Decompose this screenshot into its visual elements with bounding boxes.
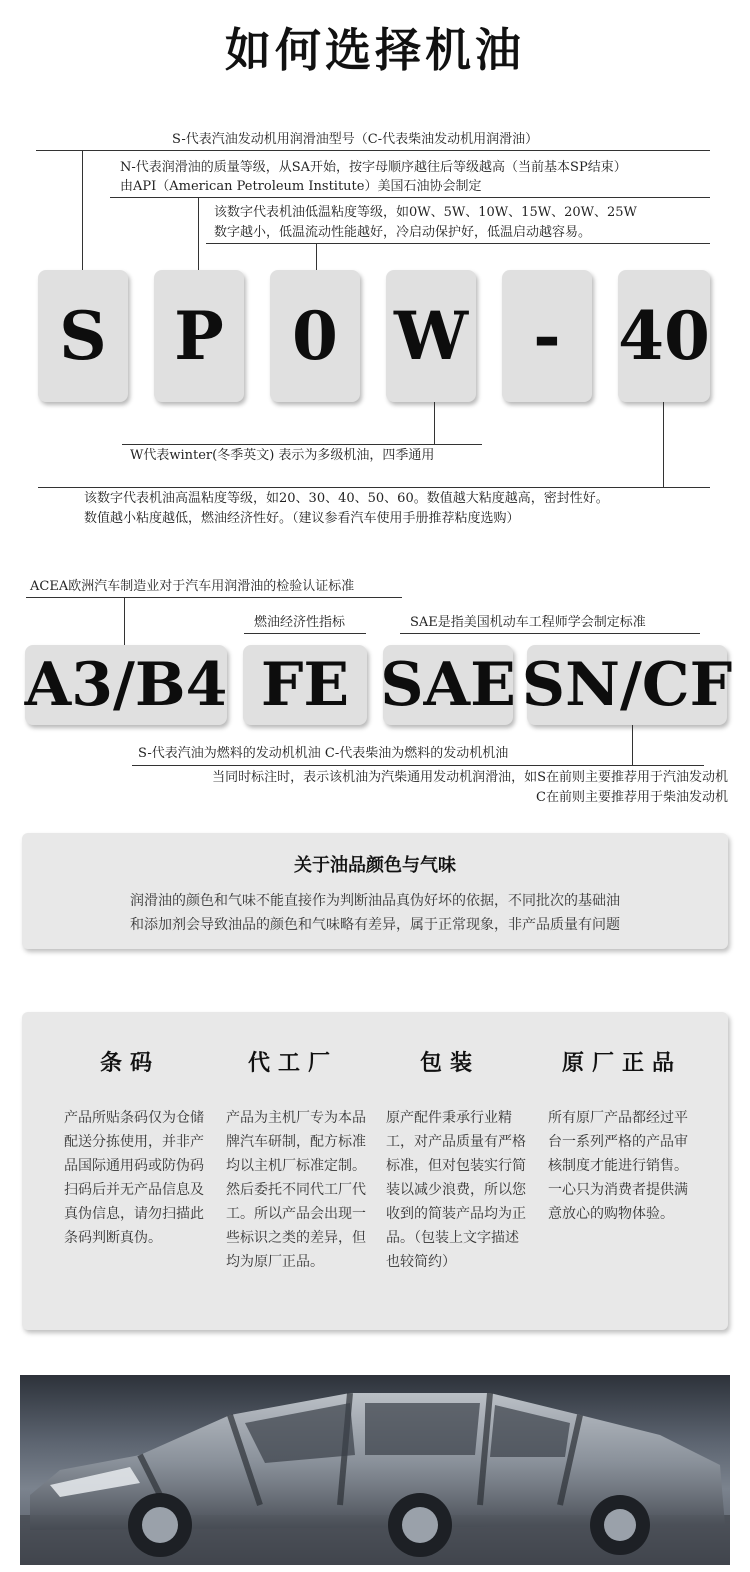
n-note-line-2: 由API（American Petroleum Institute）美国石油协会制定 [120, 179, 482, 194]
oem-factory-text: 产品为主机厂专为本品牌汽车研制，配方标准均以主机厂标准定制。然后委托不同代工厂代工。所以产品会出现一些标识之类的差异，但均为原厂正品。 [226, 1110, 366, 1270]
sncf-note-line-2: 当同时标注时，表示该机油为汽柴通用发动机润滑油，如S在前则主要推荐用于汽油发动机 [212, 770, 728, 785]
cert-tile-sae: SAE [383, 645, 513, 725]
sae-note: SAE是指美国机动车工程师学会制定标准 [410, 615, 646, 630]
packaging-text: 原产配件秉承行业精工，对产品质量有严格标准，但对包装实行简装以减少浪费，所以您收到的简装产品均为正品。（包装上文字描述也较简约） [386, 1110, 526, 1270]
high-temp-line-1: 该数字代表机油高温粘度等级，如20、30、40、50、60。数值越大粘度越高，密封性好。 [84, 491, 609, 506]
cert-tile-acea: A3/B4 [25, 645, 227, 725]
oil-color-line-2: 和添加剂会导致油品的颜色和气味略有差异，属于正常现象，非产品质量有问题 [130, 917, 620, 933]
high-temp-rule [38, 487, 710, 488]
oil-color-line-1: 润滑油的颜色和气味不能直接作为判断油品真伪好坏的依据，不同批次的基础油 [130, 893, 620, 909]
acea-rule [26, 597, 402, 598]
sncf-rule [132, 765, 704, 766]
low-temp-leader [316, 243, 317, 270]
n-note-line-1: N-代表润滑油的质量等级，从SA开始，按字母顺序越往后等级越高（当前基本SP结束） [120, 160, 627, 175]
code-tile-dash: - [502, 270, 592, 402]
sncf-note-line-3: C在前则主要推荐用于柴油发动机 [536, 790, 728, 805]
s-note: S-代表汽油发动机用润滑油型号（C-代表柴油发动机用润滑油） [172, 132, 539, 147]
car-illustration [20, 1375, 730, 1565]
code-tile-0: 0 [270, 270, 360, 402]
s-leader [82, 150, 83, 270]
n-note-rule [110, 197, 710, 198]
code-tile-p: P [154, 270, 244, 402]
page-title: 如何选择机油 [225, 23, 525, 77]
high-temp-leader [663, 402, 664, 488]
sae-rule [400, 633, 700, 634]
n-leader [198, 197, 199, 270]
w-note: W代表winter(冬季英文) 表示为多级机油，四季通用 [130, 448, 435, 463]
code-tile-s: S [38, 270, 128, 402]
barcode-title: 条码 [100, 1050, 161, 1076]
car-cutaway-image [20, 1375, 730, 1565]
acea-leader [124, 597, 125, 645]
sncf-note-line-1: S-代表汽油为燃料的发动机机油 C-代表柴油为燃料的发动机机油 [138, 746, 509, 761]
high-temp-line-2: 数值越小粘度越低，燃油经济性好。（建议参看汽车使用手册推荐粘度选购） [84, 511, 520, 526]
fe-note: 燃油经济性指标 [254, 615, 346, 630]
w-note-rule [122, 444, 482, 445]
low-temp-line-1: 该数字代表机油低温粘度等级，如0W、5W、10W、15W、20W、25W [214, 205, 637, 220]
low-temp-line-2: 数字越小，低温流动性能越好，冷启动保护好，低温启动越容易。 [214, 225, 592, 240]
cert-tile-fe: FE [243, 645, 367, 725]
barcode-text: 产品所贴条码仅为仓储配送分拣使用，并非产品国际通用码或防伪码扫码后并无产品信息及真伪信息，请勿扫描此条码判断真伪。 [64, 1110, 204, 1246]
oil-color-panel [22, 833, 728, 949]
s-note-rule [36, 150, 710, 151]
acea-note: ACEA欧洲汽车制造业对于汽车用润滑油的检验认证标准 [30, 579, 355, 594]
genuine-title: 原厂正品 [562, 1050, 683, 1076]
oem-factory-title: 代工厂 [248, 1050, 339, 1076]
cert-tile-sncf: SN/CF [527, 645, 727, 725]
fe-rule [244, 633, 366, 634]
oil-color-title: 关于油品颜色与气味 [294, 855, 456, 876]
packaging-title: 包装 [420, 1050, 481, 1076]
code-tile-w: W [386, 270, 476, 402]
w-leader [434, 402, 435, 444]
code-tile-40: 40 [618, 270, 710, 402]
sncf-leader [632, 725, 633, 765]
genuine-text: 所有原厂产品都经过平台一系列严格的产品审核制度才能进行销售。一心只为消费者提供满意放心的购物体验。 [548, 1110, 688, 1222]
low-temp-rule [206, 243, 710, 244]
